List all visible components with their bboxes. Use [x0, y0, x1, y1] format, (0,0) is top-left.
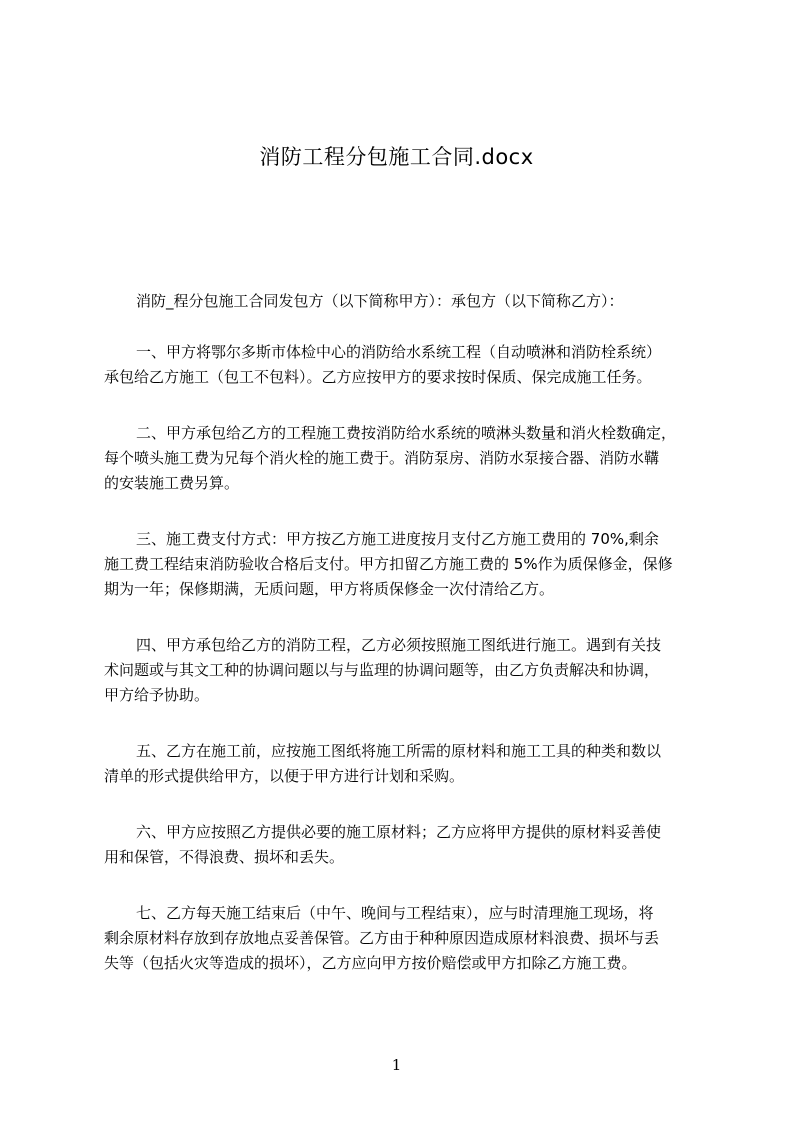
clause-7-paragraph	[104, 901, 704, 976]
clause-5-line-1: 五、乙方在施工前，应按施工图纸将施工所需的原材料和施工工具的种类和数以	[136, 742, 662, 760]
clause-6-line-2: 用和保管，不得浪费、损坏和丢失。	[104, 848, 345, 866]
clause-2-line-1: 二、甲方承包给乙方的工程施工费按消防给水系统的喷淋头数量和消火栓数确定，	[136, 424, 677, 442]
clause-7-line-3: 失等（包括火灾等造成的损坏），乙方应向甲方按价赔偿或甲方扣除乙方施工费。	[104, 954, 637, 972]
clause-5-paragraph	[104, 739, 704, 789]
clause-2-line-2: 每个喷头施工费为兄每个消火栓的施工费于。消防泵房、消防水泵接合器、消防水鞲	[104, 449, 660, 467]
clause-3-line-2: 施工费工程结束消防验收合格后支付。甲方扣留乙方施工费的 5%作为质保修金，保修	[104, 555, 673, 573]
clause-4-line-1: 四、甲方承包给乙方的消防工程，乙方必须按照施工图纸进行施工。遇到有关技	[136, 636, 662, 654]
clause-4-line-2: 术问题或与其文工种的协调问题以与与监理的协调问题等，由乙方负责解决和协调，	[104, 661, 660, 679]
clause-1-paragraph	[104, 340, 704, 390]
clause-3-line-3: 期为一年；保修期满，无质问题，甲方将质保修金一次付清给乙方。	[104, 580, 555, 598]
clause-4-line-3: 甲方给予协助。	[104, 686, 210, 704]
clause-1-line-1: 一、甲方将鄂尔多斯市体检中心的消防给水系统工程（自动喷淋和消防栓系统）	[136, 343, 662, 361]
clause-5-line-2: 清单的形式提供给甲方，以便于甲方进行计划和采购。	[104, 767, 465, 785]
clause-2-line-3: 的安装施工费另算。	[104, 474, 240, 492]
clause-3-line-1: 三、施工费支付方式：甲方按乙方施工进度按月支付乙方施工费用的 70%,剩余	[136, 530, 659, 548]
clause-6-line-1: 六、甲方应按照乙方提供必要的施工原材料；乙方应将甲方提供的原材料妥善使	[136, 823, 662, 841]
page-number: 1	[391, 1056, 402, 1074]
clause-2-paragraph	[104, 421, 704, 496]
contract-intro-paragraph: 消防_程分包施工合同发包方（以下简称甲方）：承包方（以下简称乙方）：	[136, 292, 624, 310]
clause-6-paragraph	[104, 820, 704, 870]
clause-1-line-2: 承包给乙方施工（包工不包料）。乙方应按甲方的要求按时保质、保完成施工任务。	[104, 368, 652, 386]
document-title: 消防工程分包施工合同.docx	[259, 145, 534, 169]
clause-4-paragraph	[104, 633, 704, 708]
clause-7-line-2: 剩余原材料存放到存放地点妥善保管。乙方由于种种原因造成原材料浪费、损坏与丢	[104, 929, 660, 947]
clause-3-paragraph	[104, 527, 704, 602]
clause-7-line-1: 七、乙方每天施工结束后（中午、晚间与工程结束），应与时清理施工现场，将	[136, 904, 654, 922]
